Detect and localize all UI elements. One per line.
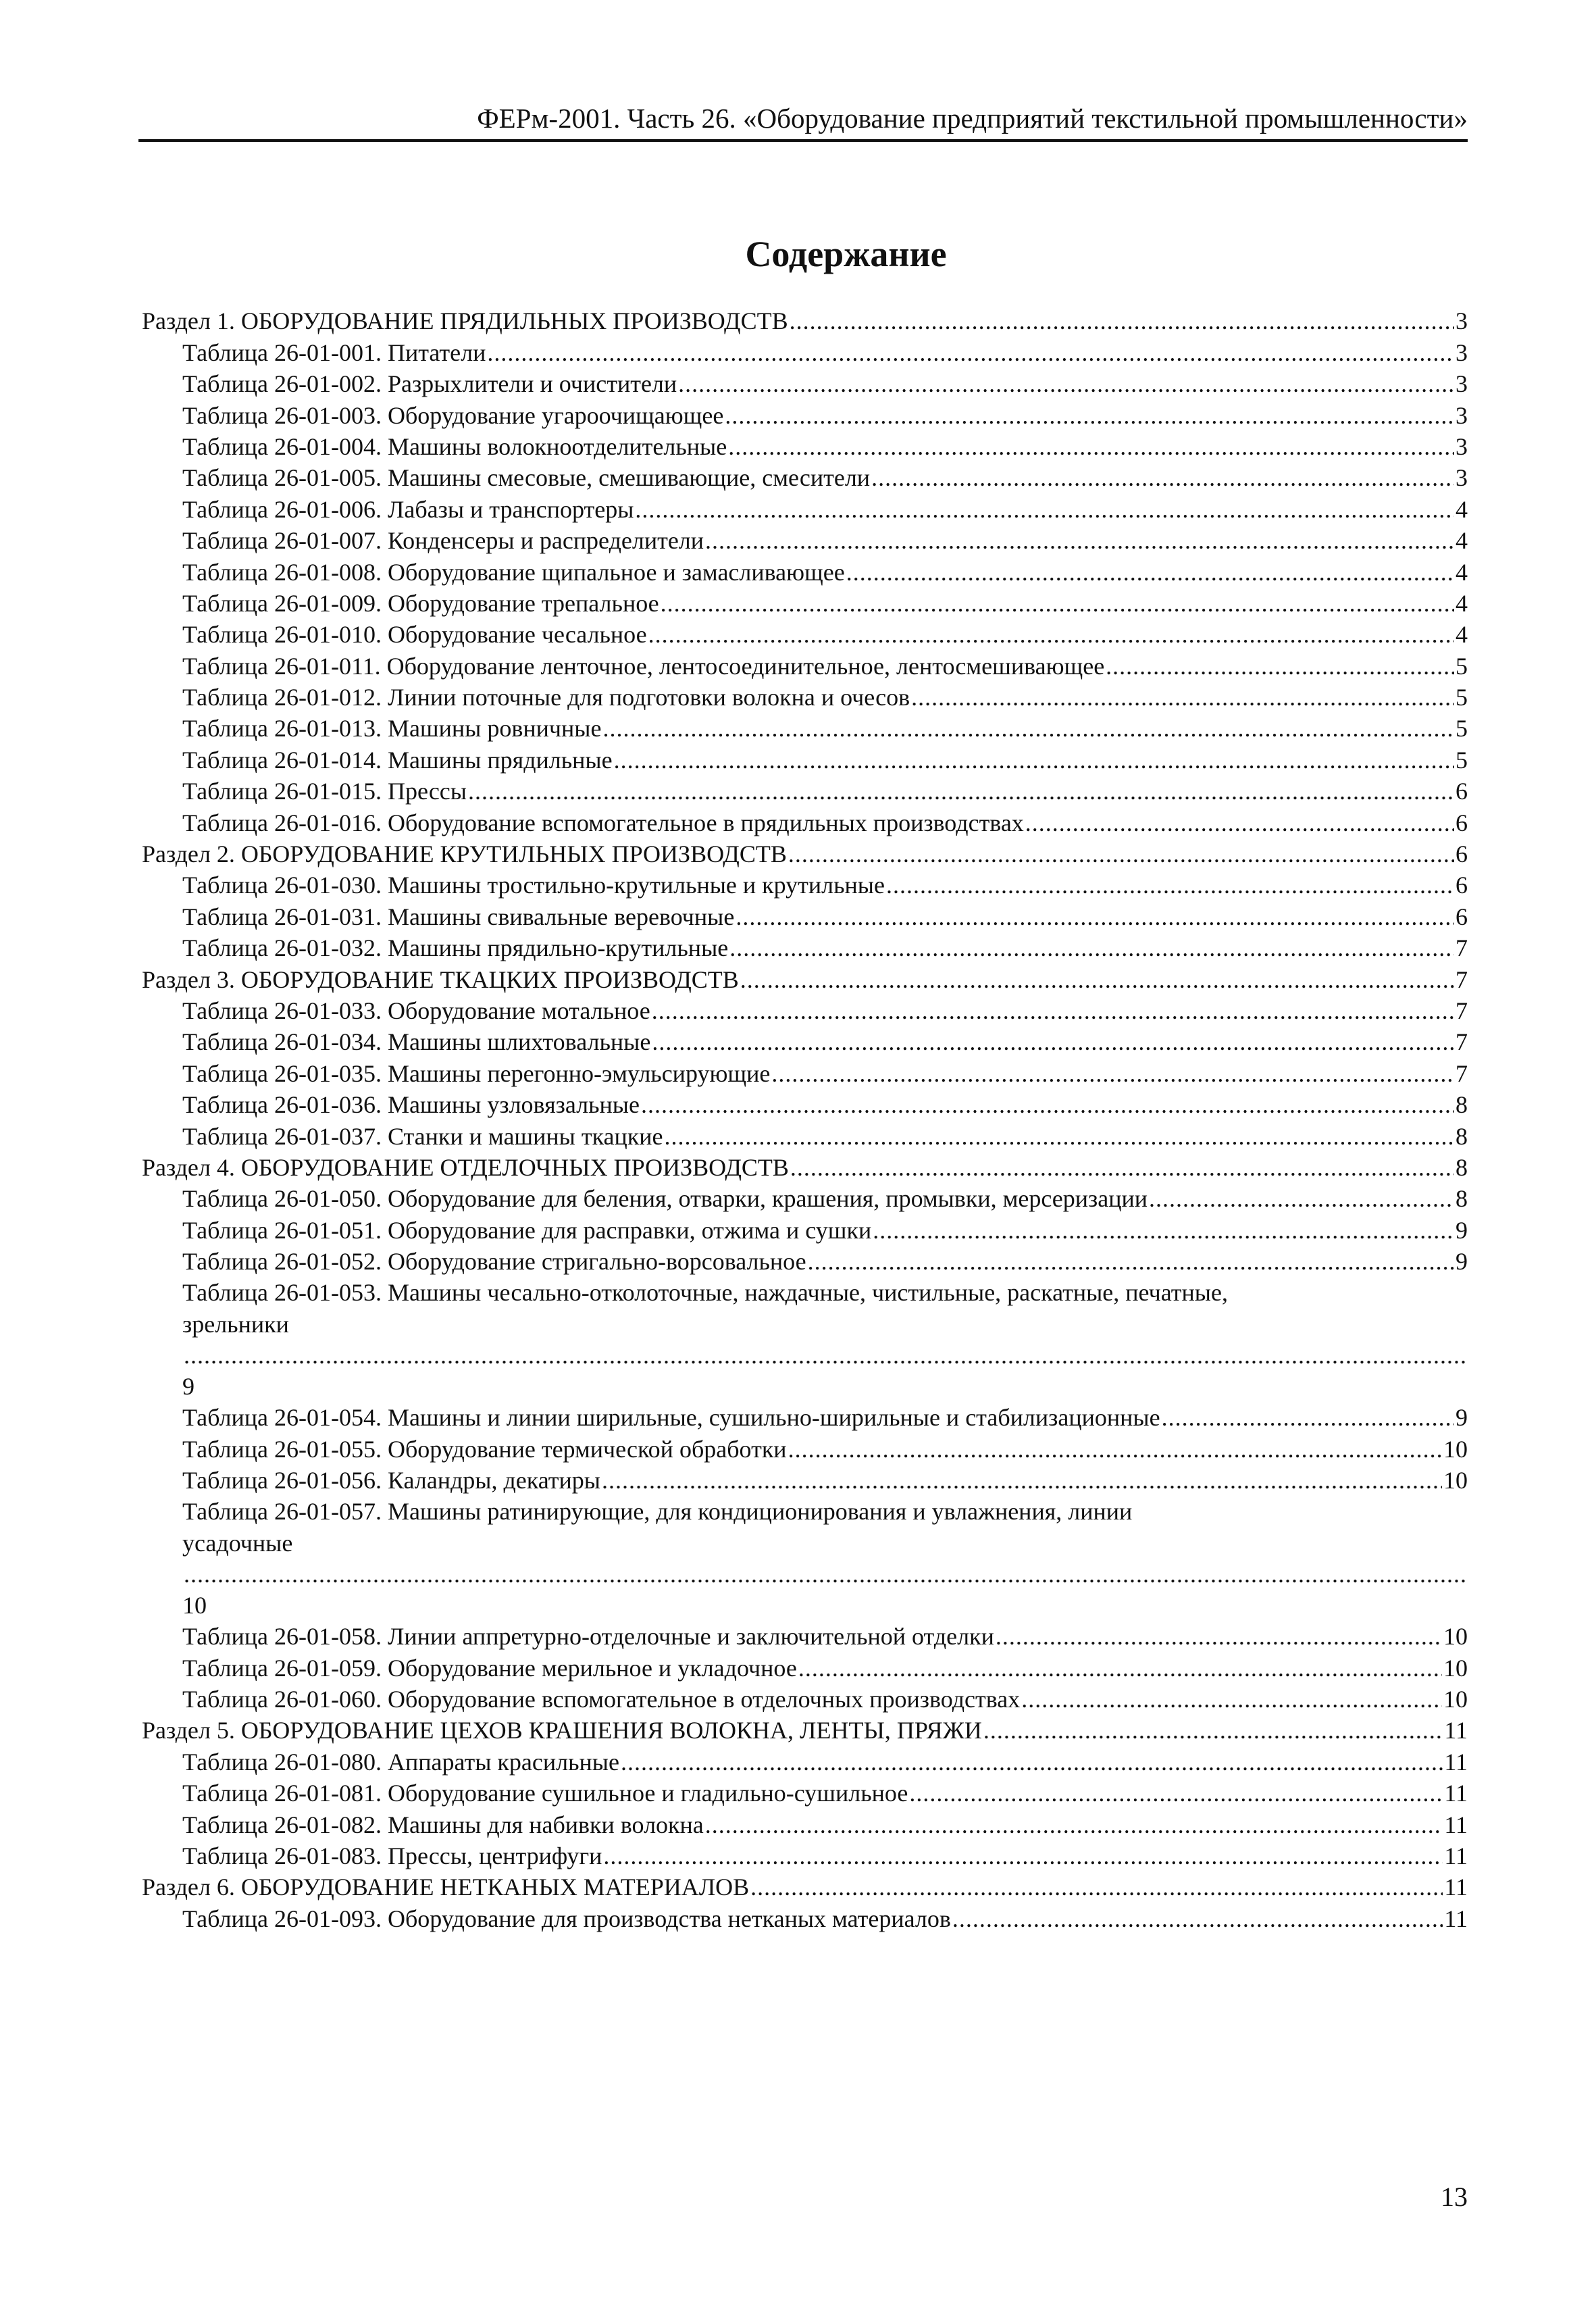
- toc-table-entry: [142, 776, 1468, 807]
- toc-table-entry: [142, 1183, 1468, 1214]
- toc-entry-title: Таблица 26-01-009. Оборудование трепальное: [182, 589, 659, 617]
- toc-entry-title: Таблица 26-01-004. Машины волокноотделительные: [182, 432, 727, 460]
- toc-table-entry: [142, 1214, 1468, 1245]
- toc-entry-title: Таблица 26-01-083. Прессы, центрифуги: [182, 1842, 602, 1870]
- toc-table-entry: [142, 1809, 1468, 1840]
- toc-entry-title: Таблица 26-01-012. Линии поточные для подготовки волокна и очесов: [182, 684, 910, 711]
- toc-page-number: 6: [1456, 840, 1468, 868]
- toc-page-number: 11: [1444, 1780, 1468, 1807]
- toc-page-number: 6: [1456, 809, 1468, 836]
- toc-entry-title: Таблица 26-01-058. Линии аппретурно-отделочные и заключительной отделки: [182, 1623, 994, 1651]
- toc-entry-title-continuation: зрельники: [182, 1310, 289, 1338]
- toc-table-entry: [142, 744, 1468, 775]
- dot-leader: [983, 1715, 1443, 1746]
- dot-leader: [648, 619, 1454, 650]
- toc-entry-title: Таблица 26-01-080. Аппараты красильные: [182, 1748, 619, 1776]
- toc-table-entry: [142, 431, 1468, 462]
- toc-page-number: 6: [1456, 872, 1468, 899]
- toc-page-number: 4: [1456, 589, 1468, 617]
- toc-entry-title: Таблица 26-01-034. Машины шлихтовальные: [182, 1028, 651, 1056]
- toc-page-number: 9: [1456, 1404, 1468, 1432]
- toc-page-number: 11: [1444, 1842, 1468, 1870]
- toc-table-entry: [142, 399, 1468, 430]
- toc-entry-title: Раздел 3. ОБОРУДОВАНИЕ ТКАЦКИХ ПРОИЗВОДСТВ: [142, 965, 739, 993]
- dot-leader: [846, 557, 1454, 588]
- toc-entry-title: Таблица 26-01-013. Машины ровничные: [182, 715, 602, 743]
- toc-page-number: 3: [1456, 370, 1468, 398]
- toc-page-number: 5: [1456, 684, 1468, 711]
- toc-table-entry: [142, 901, 1468, 932]
- dot-leader: [705, 525, 1454, 556]
- dot-leader: [1021, 1684, 1442, 1715]
- toc-table-entry: [142, 807, 1468, 838]
- toc-table-entry: [142, 1496, 1468, 1621]
- toc-page-number: 10: [1443, 1435, 1468, 1463]
- dot-leader: [652, 1026, 1454, 1057]
- toc-entry-title: Таблица 26-01-016. Оборудование вспомогательное в прядильных производствах: [182, 809, 1024, 836]
- toc-page-number: 9: [182, 1372, 195, 1400]
- toc-page-number: 5: [1456, 746, 1468, 774]
- toc-table-entry: [142, 870, 1468, 901]
- toc-table-entry: [142, 462, 1468, 493]
- toc-table-entry: [142, 493, 1468, 524]
- toc-entry-title: Таблица 26-01-015. Прессы: [182, 778, 467, 805]
- page-number: 13: [1441, 2182, 1468, 2212]
- toc-section-entry: [142, 1871, 1468, 1903]
- toc-table-entry: [142, 1089, 1468, 1120]
- toc-table-entry: [142, 1026, 1468, 1057]
- toc-table-entry: [142, 1840, 1468, 1871]
- dot-leader: [911, 682, 1454, 713]
- toc-entry-title: Таблица 26-01-002. Разрыхлители и очистители: [182, 370, 677, 398]
- toc-page-number: 3: [1456, 401, 1468, 429]
- toc-entry-title: Таблица 26-01-006. Лабазы и транспортеры: [182, 495, 634, 523]
- dot-leader: [873, 1215, 1454, 1246]
- toc-page-number: 5: [1456, 715, 1468, 743]
- toc-entry-title: Таблица 26-01-032. Машины прядильно-крутильные: [182, 934, 729, 962]
- toc-entry-title: Таблица 26-01-093. Оборудование для производства нетканых материалов: [182, 1905, 951, 1932]
- toc-page-number: 9: [1456, 1216, 1468, 1244]
- toc-table-entry: [142, 525, 1468, 556]
- toc-entry-title: Таблица 26-01-057. Машины ратинирующие, для кондиционирования и увлажнения, линии: [182, 1498, 1133, 1526]
- toc-entry-title: Таблица 26-01-031. Машины свивальные веревочные: [182, 903, 735, 930]
- toc-entry-title: Таблица 26-01-001. Питатели: [182, 338, 486, 366]
- toc-section-entry: [142, 305, 1468, 336]
- dot-leader: [728, 431, 1454, 462]
- dot-leader: [652, 995, 1454, 1026]
- toc-table-entry: [142, 1246, 1468, 1277]
- toc-entry-title: Таблица 26-01-003. Оборудование угароочищающее: [182, 401, 724, 429]
- dot-leader: [614, 745, 1454, 776]
- toc-page-number: 9: [1456, 1248, 1468, 1276]
- toc-table-entry: [142, 1402, 1468, 1433]
- dot-leader: [603, 1840, 1443, 1871]
- toc-table-entry: [142, 1684, 1468, 1715]
- toc-table-entry: [142, 932, 1468, 963]
- toc-section-entry: [142, 963, 1468, 995]
- toc-page-number: 3: [1456, 307, 1468, 335]
- toc-page-number: 4: [1456, 495, 1468, 523]
- toc-entry-title: Раздел 6. ОБОРУДОВАНИЕ НЕТКАНЫХ МАТЕРИАЛОВ: [142, 1873, 750, 1901]
- toc-table-entry: [142, 1465, 1468, 1496]
- toc-table-entry: [142, 368, 1468, 399]
- header-rule: [138, 139, 1468, 142]
- dot-leader: [184, 1340, 1466, 1371]
- toc-entry-title: Таблица 26-01-030. Машины тростильно-крутильные и крутильные: [182, 872, 885, 899]
- dot-leader: [952, 1903, 1443, 1934]
- toc-table-entry: [142, 556, 1468, 587]
- dot-leader: [790, 1152, 1454, 1183]
- toc-table-entry: [142, 995, 1468, 1026]
- dot-leader: [886, 870, 1454, 901]
- dot-leader: [871, 462, 1454, 493]
- toc-entry-title: Таблица 26-01-007. Конденсеры и распределители: [182, 527, 704, 555]
- table-of-contents: [142, 305, 1468, 1934]
- toc-table-entry: [142, 1746, 1468, 1777]
- toc-entry-title: Раздел 2. ОБОРУДОВАНИЕ КРУТИЛЬНЫХ ПРОИЗВОДСТВ: [142, 840, 787, 868]
- toc-section-entry: [142, 838, 1468, 870]
- toc-entry-title: Таблица 26-01-037. Станки и машины ткацкие: [182, 1122, 663, 1150]
- toc-table-entry: [142, 1277, 1468, 1402]
- dot-leader: [705, 1809, 1443, 1840]
- toc-page-number: 8: [1456, 1185, 1468, 1213]
- dot-leader: [184, 1559, 1466, 1590]
- toc-page-number: 3: [1456, 464, 1468, 492]
- dot-leader: [725, 400, 1454, 431]
- dot-leader: [736, 901, 1454, 932]
- toc-entry-title: Таблица 26-01-010. Оборудование чесальное: [182, 621, 647, 649]
- toc-entry-title: Таблица 26-01-053. Машины чесально-отколоточные, наждачные, чистильные, раскатные, печатные,: [182, 1279, 1228, 1307]
- toc-page-number: 8: [1456, 1091, 1468, 1119]
- toc-entry-title: Таблица 26-01-059. Оборудование мерильное и укладочное: [182, 1654, 797, 1682]
- toc-table-entry: [142, 713, 1468, 744]
- dot-leader: [468, 776, 1454, 807]
- toc-table-entry: [142, 619, 1468, 650]
- toc-page-number: 11: [1444, 1748, 1468, 1776]
- toc-table-entry: [142, 1652, 1468, 1683]
- toc-page-number: 6: [1456, 903, 1468, 930]
- toc-page-number: 10: [1443, 1467, 1468, 1494]
- toc-page-number: 7: [1456, 1059, 1468, 1087]
- toc-entry-title: Таблица 26-01-056. Каландры, декатиры: [182, 1467, 600, 1494]
- toc-page-number: 10: [1443, 1654, 1468, 1682]
- toc-entry-title: Раздел 4. ОБОРУДОВАНИЕ ОТДЕЛОЧНЫХ ПРОИЗВОДСТВ: [142, 1153, 789, 1181]
- toc-entry-title-continuation: усадочные: [182, 1529, 293, 1557]
- dot-leader: [641, 1089, 1454, 1120]
- toc-entry-title: Таблица 26-01-033. Оборудование мотальное: [182, 997, 650, 1024]
- toc-table-entry: [142, 336, 1468, 368]
- dot-leader: [909, 1778, 1443, 1809]
- toc-page-number: 11: [1444, 1873, 1468, 1901]
- dot-leader: [1162, 1402, 1454, 1433]
- toc-page-number: 3: [1456, 432, 1468, 460]
- toc-page-number: 10: [182, 1591, 207, 1619]
- toc-table-entry: [142, 682, 1468, 713]
- toc-entry-title: Таблица 26-01-051. Оборудование для расправки, отжима и сушки: [182, 1216, 872, 1244]
- dot-leader: [602, 713, 1454, 744]
- dot-leader: [740, 964, 1454, 995]
- toc-page-number: 10: [1443, 1686, 1468, 1713]
- toc-entry-title: Таблица 26-01-050. Оборудование для беления, отварки, крашения, промывки, мерсеризации: [182, 1185, 1148, 1213]
- toc-table-entry: [142, 1057, 1468, 1088]
- dot-leader: [750, 1871, 1443, 1903]
- running-header: ФЕРм-2001. Часть 26. «Оборудование предприятий текстильной промышленности»: [477, 103, 1468, 134]
- toc-entry-title: Раздел 5. ОБОРУДОВАНИЕ ЦЕХОВ КРАШЕНИЯ ВОЛОКНА, ЛЕНТЫ, ПРЯЖИ: [142, 1717, 982, 1744]
- dot-leader: [678, 368, 1454, 399]
- toc-table-entry: [142, 1621, 1468, 1652]
- toc-page-number: 8: [1456, 1153, 1468, 1181]
- toc-entry-title: Таблица 26-01-082. Машины для набивки волокна: [182, 1811, 704, 1838]
- dot-leader: [788, 838, 1454, 870]
- dot-leader: [729, 932, 1454, 963]
- toc-page-number: 4: [1456, 527, 1468, 555]
- toc-page-number: 11: [1444, 1811, 1468, 1838]
- dot-leader: [487, 337, 1454, 368]
- dot-leader: [635, 494, 1454, 525]
- dot-leader: [788, 1434, 1442, 1465]
- toc-table-entry: [142, 1903, 1468, 1934]
- toc-entry-title: Таблица 26-01-055. Оборудование термической обработки: [182, 1435, 787, 1463]
- toc-page-number: 7: [1456, 965, 1468, 993]
- toc-entry-title: Таблица 26-01-005. Машины смесовые, смешивающие, смесители: [182, 464, 871, 492]
- dot-leader: [996, 1621, 1442, 1652]
- toc-page-number: 7: [1456, 934, 1468, 962]
- toc-entry-title: Таблица 26-01-081. Оборудование сушильное и гладильно-сушильное: [182, 1780, 908, 1807]
- toc-page-number: 11: [1444, 1905, 1468, 1932]
- toc-entry-title: Таблица 26-01-014. Машины прядильные: [182, 746, 613, 774]
- toc-page-number: 3: [1456, 338, 1468, 366]
- toc-table-entry: [142, 588, 1468, 619]
- toc-table-entry: [142, 1120, 1468, 1151]
- toc-page-number: 7: [1456, 997, 1468, 1024]
- dot-leader: [665, 1121, 1454, 1152]
- toc-entry-title: Таблица 26-01-035. Машины перегонно-эмульсирующие: [182, 1059, 771, 1087]
- toc-page-number: 10: [1443, 1623, 1468, 1651]
- toc-entry-title: Таблица 26-01-011. Оборудование ленточное, лентосоединительное, лентосмешивающее: [182, 652, 1105, 680]
- dot-leader: [621, 1746, 1443, 1778]
- toc-page-number: 4: [1456, 558, 1468, 586]
- toc-table-entry: [142, 1433, 1468, 1464]
- toc-entry-title: Таблица 26-01-008. Оборудование щипальное и замасливающее: [182, 558, 845, 586]
- toc-page-number: 7: [1456, 1028, 1468, 1056]
- dot-leader: [1106, 651, 1454, 682]
- toc-page-number: 8: [1456, 1122, 1468, 1150]
- dot-leader: [771, 1058, 1454, 1089]
- toc-section-entry: [142, 1152, 1468, 1183]
- page-title: Содержание: [745, 234, 947, 274]
- toc-entry-title: Таблица 26-01-036. Машины узловязальные: [182, 1091, 640, 1119]
- toc-entry-title: Таблица 26-01-060. Оборудование вспомогательное в отделочных производствах: [182, 1686, 1021, 1713]
- dot-leader: [808, 1246, 1454, 1277]
- dot-leader: [1149, 1183, 1454, 1214]
- dot-leader: [1025, 807, 1454, 838]
- dot-leader: [798, 1653, 1442, 1684]
- dot-leader: [602, 1465, 1442, 1496]
- toc-entry-title: Таблица 26-01-052. Оборудование стригально-ворсовальное: [182, 1248, 806, 1276]
- toc-page-number: 5: [1456, 652, 1468, 680]
- toc-page-number: 4: [1456, 621, 1468, 649]
- toc-page-number: 6: [1456, 778, 1468, 805]
- toc-table-entry: [142, 650, 1468, 681]
- toc-entry-title: Раздел 1. ОБОРУДОВАНИЕ ПРЯДИЛЬНЫХ ПРОИЗВОДСТВ: [142, 307, 788, 335]
- toc-section-entry: [142, 1715, 1468, 1746]
- toc-entry-title: Таблица 26-01-054. Машины и линии ширильные, сушильно-ширильные и стабилизационные: [182, 1404, 1160, 1432]
- toc-page-number: 11: [1444, 1717, 1468, 1744]
- dot-leader: [661, 588, 1454, 619]
- dot-leader: [790, 305, 1454, 336]
- toc-table-entry: [142, 1778, 1468, 1809]
